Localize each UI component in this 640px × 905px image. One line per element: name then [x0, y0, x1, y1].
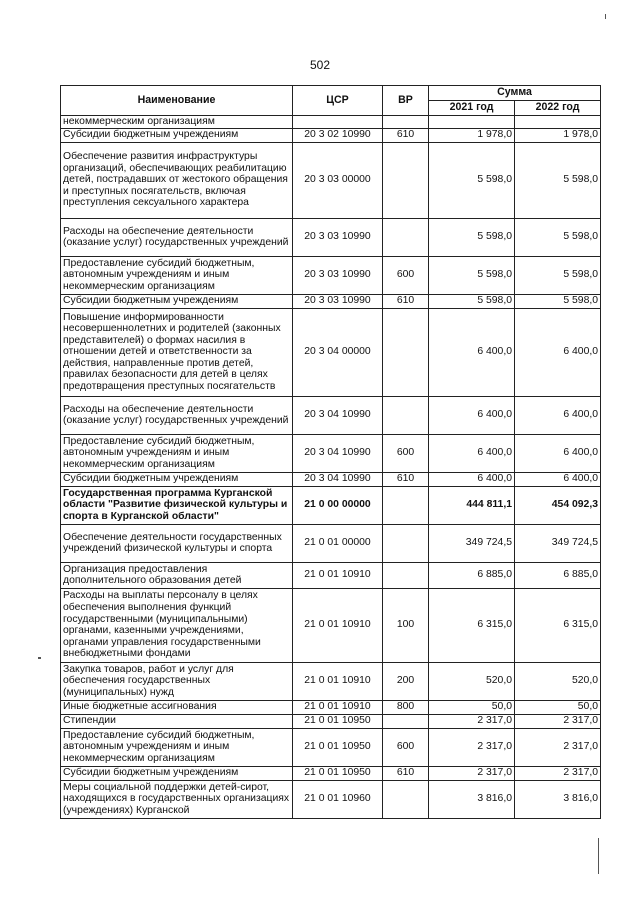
table-row: [61, 128, 601, 142]
row-csr: 20 3 04 10990: [293, 434, 383, 472]
row-csr: 20 3 03 00000: [293, 142, 383, 218]
row-csr: 21 0 01 10950: [293, 728, 383, 766]
row-amount-2022: 454 092,3: [515, 486, 601, 524]
row-name: Расходы на обеспечение деятельности (оказание услуг) государственных учреждений: [61, 396, 293, 434]
row-name: Стипендии: [61, 714, 293, 728]
row-name: Предоставление субсидий бюджетным, автономным учреждениям и иным некоммерческим организациям: [61, 728, 293, 766]
margin-mark: [598, 838, 599, 874]
header-year-2022: 2022 год: [515, 101, 601, 116]
row-vr: [383, 308, 429, 396]
row-amount-2022: 520,0: [515, 662, 601, 700]
header-name: Наименование: [61, 86, 293, 116]
row-vr: [383, 116, 429, 129]
row-name: Субсидии бюджетным учреждениям: [61, 766, 293, 780]
row-amount-2022: 6 400,0: [515, 308, 601, 396]
row-csr: 20 3 04 10990: [293, 472, 383, 486]
table-row: [61, 218, 601, 256]
row-vr: [383, 486, 429, 524]
table-row: [61, 116, 601, 129]
row-vr: 600: [383, 256, 429, 294]
header-year-2021: 2021 год: [429, 101, 515, 116]
row-csr: 21 0 01 00000: [293, 524, 383, 562]
row-name: Закупка товаров, работ и услуг для обеспечения государственных (муниципальных) нужд: [61, 662, 293, 700]
row-amount-2021: 6 400,0: [429, 396, 515, 434]
row-name: Субсидии бюджетным учреждениям: [61, 472, 293, 486]
row-amount-2021: 6 885,0: [429, 562, 515, 588]
row-amount-2022: 5 598,0: [515, 218, 601, 256]
row-csr: 21 0 01 10910: [293, 588, 383, 662]
row-vr: 200: [383, 662, 429, 700]
row-vr: 610: [383, 472, 429, 486]
header-vr: ВР: [383, 86, 429, 116]
row-name: Повышение информированности несовершеннолетних и родителей (законных представителей) о формах насилия в отношении детей и ответственности за действия, направленные против детей, правилах безопасности для детей в целях предотвращения преступных посягательств: [61, 308, 293, 396]
row-name: Предоставление субсидий бюджетным, автономным учреждениям и иным некоммерческим организациям: [61, 434, 293, 472]
row-amount-2021: 5 598,0: [429, 256, 515, 294]
row-amount-2022: 5 598,0: [515, 294, 601, 308]
row-amount-2021: 6 400,0: [429, 472, 515, 486]
table-row: [61, 588, 601, 662]
row-name: Организация предоставления дополнительного образования детей: [61, 562, 293, 588]
row-vr: [383, 396, 429, 434]
row-amount-2021: 6 315,0: [429, 588, 515, 662]
row-vr: 800: [383, 700, 429, 714]
row-name: Меры социальной поддержки детей-сирот, находящихся в государственных организациях (учреждениях) Курганской: [61, 780, 293, 818]
row-amount-2021: 2 317,0: [429, 766, 515, 780]
table-row: [61, 308, 601, 396]
row-csr: 20 3 03 10990: [293, 218, 383, 256]
row-csr: 20 3 04 00000: [293, 308, 383, 396]
row-csr: 20 3 03 10990: [293, 294, 383, 308]
header-sum: Сумма: [429, 86, 601, 101]
row-amount-2022: 3 816,0: [515, 780, 601, 818]
row-vr: 610: [383, 766, 429, 780]
table-row: [61, 766, 601, 780]
row-amount-2022: 1 978,0: [515, 128, 601, 142]
row-amount-2021: 6 400,0: [429, 308, 515, 396]
row-amount-2021: [429, 116, 515, 129]
row-vr: [383, 780, 429, 818]
row-vr: [383, 562, 429, 588]
table-row: [61, 472, 601, 486]
row-amount-2021: 520,0: [429, 662, 515, 700]
row-name: Государственная программа Курганской области "Развитие физической культуры и спорта в Курганской области": [61, 486, 293, 524]
row-csr: 21 0 01 10910: [293, 700, 383, 714]
table-body: [61, 116, 601, 819]
row-csr: 21 0 00 00000: [293, 486, 383, 524]
table-header-row: [61, 86, 601, 101]
row-amount-2022: 5 598,0: [515, 142, 601, 218]
row-amount-2022: [515, 116, 601, 129]
row-vr: [383, 218, 429, 256]
budget-table: [60, 85, 601, 819]
row-amount-2021: 444 811,1: [429, 486, 515, 524]
row-amount-2022: 50,0: [515, 700, 601, 714]
row-amount-2022: 6 400,0: [515, 396, 601, 434]
row-name: Расходы на выплаты персоналу в целях обеспечения выполнения функций государственными (муниципальными) органами, казенными учреждениями, органами управления государственными внебюджетными фондами: [61, 588, 293, 662]
row-vr: 610: [383, 294, 429, 308]
table-row: [61, 728, 601, 766]
row-amount-2021: 50,0: [429, 700, 515, 714]
row-csr: 21 0 01 10950: [293, 714, 383, 728]
table-row: [61, 434, 601, 472]
row-amount-2022: 2 317,0: [515, 714, 601, 728]
row-vr: [383, 714, 429, 728]
row-csr: 21 0 01 10950: [293, 766, 383, 780]
table-row: [61, 524, 601, 562]
row-amount-2022: 349 724,5: [515, 524, 601, 562]
table-row: [61, 662, 601, 700]
row-name: некоммерческим организациям: [61, 116, 293, 129]
table-row: [61, 294, 601, 308]
row-amount-2021: 349 724,5: [429, 524, 515, 562]
row-csr: 20 3 04 10990: [293, 396, 383, 434]
row-name: Обеспечение деятельности государственных учреждений физической культуры и спорта: [61, 524, 293, 562]
row-name: Обеспечение развития инфраструктуры организаций, обеспечивающих реабилитацию детей, пострадавших от жестокого обращения и преступных посягательств, включая преступления сексуального характера: [61, 142, 293, 218]
row-amount-2021: 5 598,0: [429, 218, 515, 256]
page-number: 502: [309, 58, 331, 72]
row-name: Субсидии бюджетным учреждениям: [61, 128, 293, 142]
row-name: Иные бюджетные ассигнования: [61, 700, 293, 714]
table-row: [61, 714, 601, 728]
row-amount-2022: 6 400,0: [515, 472, 601, 486]
table-row: [61, 142, 601, 218]
row-name: Субсидии бюджетным учреждениям: [61, 294, 293, 308]
header-csr: ЦСР: [293, 86, 383, 116]
row-csr: 21 0 01 10910: [293, 662, 383, 700]
row-name: Расходы на обеспечение деятельности (оказание услуг) государственных учреждений: [61, 218, 293, 256]
row-amount-2021: 2 317,0: [429, 728, 515, 766]
row-vr: 600: [383, 434, 429, 472]
row-amount-2021: 6 400,0: [429, 434, 515, 472]
row-vr: [383, 524, 429, 562]
row-vr: 600: [383, 728, 429, 766]
row-vr: 610: [383, 128, 429, 142]
row-csr: 20 3 02 10990: [293, 128, 383, 142]
row-amount-2022: 2 317,0: [515, 728, 601, 766]
row-amount-2021: 3 816,0: [429, 780, 515, 818]
row-amount-2021: 5 598,0: [429, 294, 515, 308]
row-csr: 21 0 01 10960: [293, 780, 383, 818]
row-amount-2022: 6 885,0: [515, 562, 601, 588]
row-vr: 100: [383, 588, 429, 662]
row-amount-2021: 5 598,0: [429, 142, 515, 218]
margin-mark: [605, 14, 606, 19]
row-csr: [293, 116, 383, 129]
row-amount-2022: 6 400,0: [515, 434, 601, 472]
table-row: [61, 562, 601, 588]
table-row: [61, 486, 601, 524]
table-row: [61, 700, 601, 714]
row-amount-2021: 1 978,0: [429, 128, 515, 142]
table-row: [61, 780, 601, 818]
row-amount-2022: 5 598,0: [515, 256, 601, 294]
row-amount-2022: 2 317,0: [515, 766, 601, 780]
margin-mark: [38, 657, 41, 659]
table-row: [61, 256, 601, 294]
row-amount-2021: 2 317,0: [429, 714, 515, 728]
row-csr: 21 0 01 10910: [293, 562, 383, 588]
row-name: Предоставление субсидий бюджетным, автономным учреждениям и иным некоммерческим организациям: [61, 256, 293, 294]
row-vr: [383, 142, 429, 218]
row-csr: 20 3 03 10990: [293, 256, 383, 294]
row-amount-2022: 6 315,0: [515, 588, 601, 662]
table-row: [61, 396, 601, 434]
